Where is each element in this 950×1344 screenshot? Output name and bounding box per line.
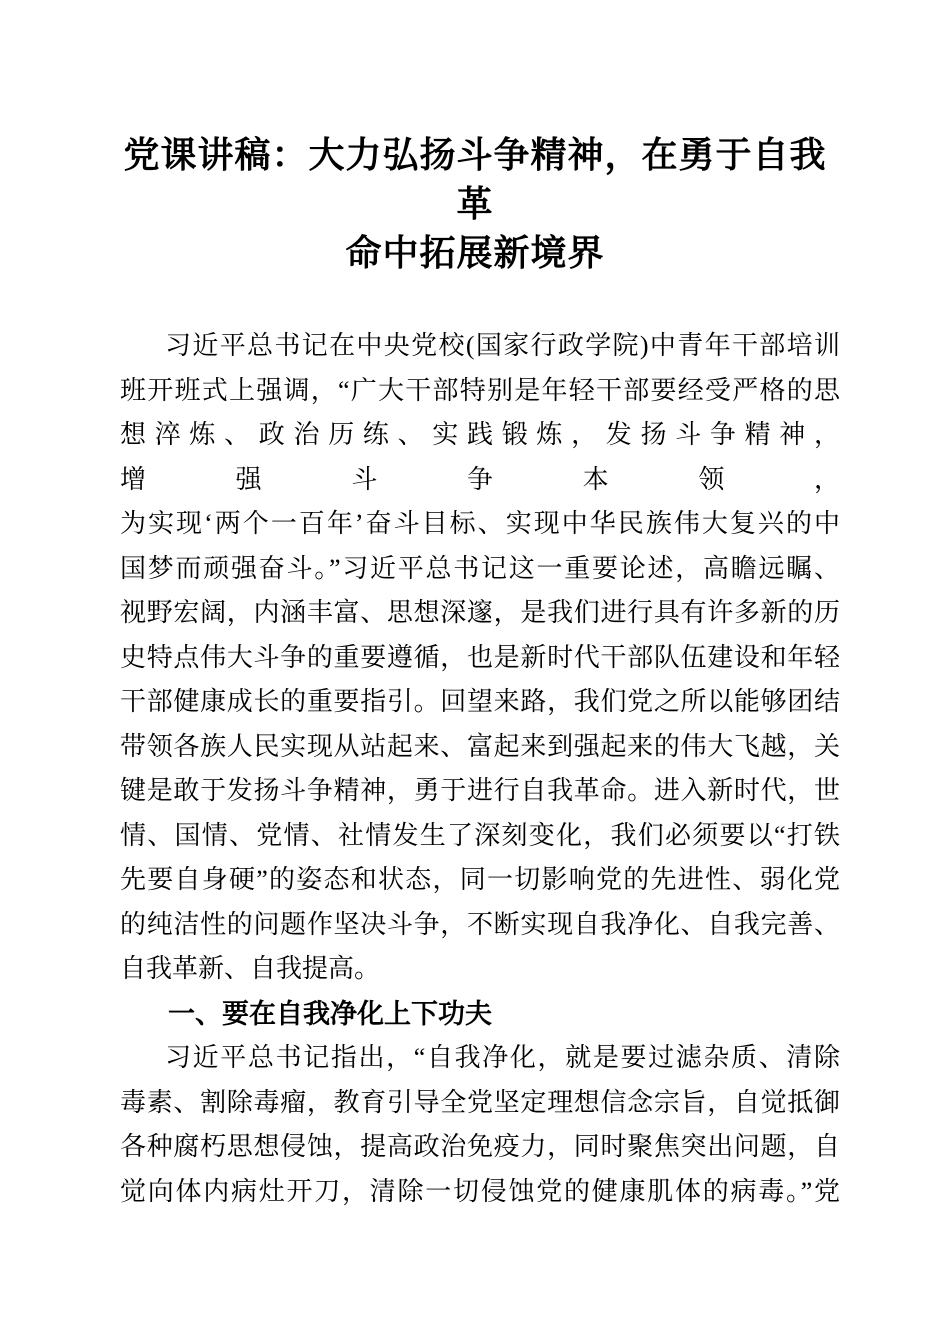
text-line: 习近平总书记在中央党校(国家行政学院)中青年干部培训 — [165, 331, 840, 360]
text-line: 班开班式上强调，“广大干部特别是年轻干部要经受严格的思 — [120, 375, 840, 405]
text-line: 带领各族人民实现从站起来、富起来到强起来的伟大飞越，关 — [120, 731, 840, 761]
text-line: 觉向体内病灶开刀，清除一切侵蚀党的健康肌体的病毒。”党 — [120, 1176, 840, 1206]
text-line: 各种腐朽思想侵蚀，提高政治免疫力，同时聚焦突出问题，自 — [120, 1132, 840, 1161]
text-line: 干部健康成长的重要指引。回望来路，我们党之所以能够团结 — [120, 687, 840, 716]
section-heading: 一、要在自我净化上下功夫 — [168, 998, 492, 1029]
text-line: 情、国情、党情、社情发生了深刻变化，我们必须要以“打铁 — [120, 820, 840, 850]
document-title-line-1: 党课讲稿：大力弘扬斗争精神，在勇于自我革 — [123, 135, 827, 224]
text-line: 史特点伟大斗争的重要遵循，也是新时代干部队伍建设和年轻 — [120, 642, 840, 672]
text-line: 的纯洁性的问题作坚决斗争，不断实现自我净化、自我完善、 — [120, 909, 840, 939]
text-line: 想淬炼、政治历练、实践锻炼，发扬斗争精神，增强斗争本领， — [120, 420, 840, 494]
text-line: 为实现‘两个一百年’奋斗目标、实现中华民族伟大复兴的中 — [120, 509, 840, 538]
text-line: 键是敢于发扬斗争精神，勇于进行自我革命。进入新时代，世 — [120, 776, 840, 805]
text-line: 先要自身硬”的姿态和状态，同一切影响党的先进性、弱化党 — [120, 865, 840, 894]
text-line: 自我革新、自我提高。 — [120, 954, 381, 983]
document-title — [113, 131, 837, 278]
text-line: 习近平总书记指出，“自我净化，就是要过滤杂质、清除 — [165, 1043, 840, 1072]
document-title-line-2: 命中拓展新境界 — [345, 233, 605, 273]
text-line: 视野宏阔，内涵丰富、思想深邃，是我们进行具有许多新的历 — [120, 598, 840, 627]
text-line: 毒素、割除毒瘤，教育引导全党坚定理想信念宗旨，自觉抵御 — [120, 1087, 840, 1117]
document-body — [120, 324, 840, 1214]
text-line: 国梦而顽强奋斗。”习近平总书记这一重要论述，高瞻远瞩、 — [120, 553, 840, 583]
